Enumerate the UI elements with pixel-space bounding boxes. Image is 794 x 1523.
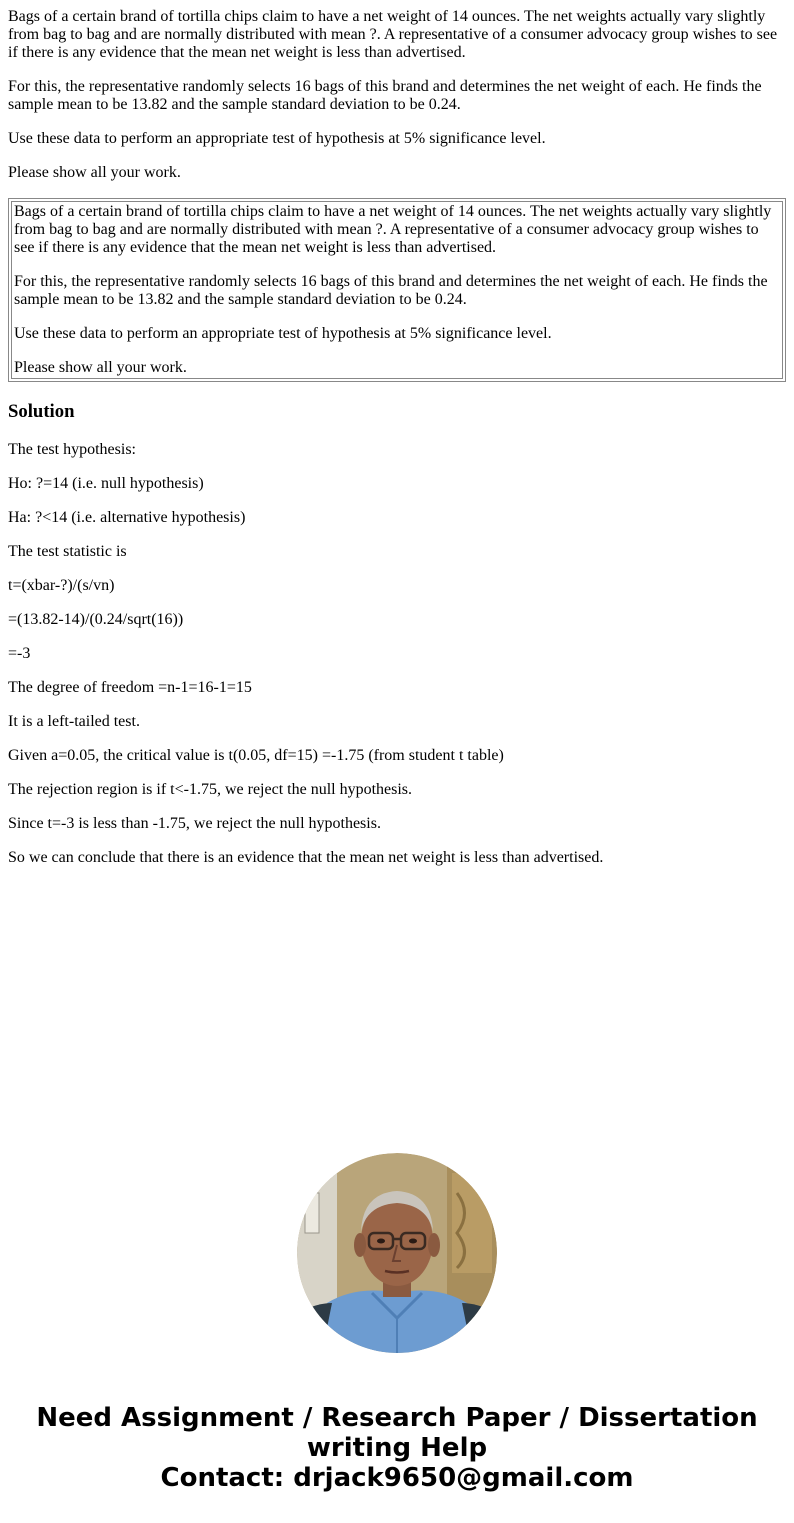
question-paragraph: Bags of a certain brand of tortilla chips claim to have a net weight of 14 ounces. The net weights actually vary slightly from bag to bag and are normally distributed with mean ?. A representative of a consumer advocacy group wishes to see if there is any evidence that the mean net weight is less than advertised. <box>8 8 778 61</box>
solution-line: Ha: ?<14 (i.e. alternative hypothesis) <box>8 509 246 526</box>
solution-line: Given a=0.05, the critical value is t(0.05, df=15) =-1.75 (from student t table) <box>8 747 504 764</box>
contact-email-line: Contact: drjack9650@gmail.com <box>160 1463 634 1493</box>
solution-line: Ho: ?=14 (i.e. null hypothesis) <box>8 475 204 492</box>
solution-line: The test statistic is <box>8 543 127 560</box>
solution-line: The test hypothesis: <box>8 441 136 458</box>
question-box-cell <box>11 201 783 379</box>
question-box-paragraph: Use these data to perform an appropriate test of hypothesis at 5% significance level. <box>14 325 552 342</box>
solution-line: The rejection region is if t<-1.75, we reject the null hypothesis. <box>8 781 413 798</box>
author-photo <box>297 1153 497 1353</box>
question-text <box>8 8 786 182</box>
solution-line: It is a left-tailed test. <box>8 713 140 730</box>
solution-heading: Solution <box>8 401 75 422</box>
document-body <box>8 8 786 883</box>
contact-banner <box>0 1403 794 1493</box>
banner-line: Need Assignment / Research Paper / Dissertation <box>36 1403 758 1433</box>
solution-line: =(13.82-14)/(0.24/sqrt(16)) <box>8 611 184 628</box>
question-paragraph: For this, the representative randomly selects 16 bags of this brand and determines the net weight of each. He finds the sample mean to be 13.82 and the sample standard deviation to be 0.24. <box>8 78 762 113</box>
question-paragraph: Please show all your work. <box>8 164 181 181</box>
question-box-paragraph: Please show all your work. <box>14 359 187 376</box>
solution-line: The degree of freedom =n-1=16-1=15 <box>8 679 252 696</box>
solution-body <box>8 441 786 867</box>
solution-line: t=(xbar-?)/(s/vn) <box>8 577 115 594</box>
solution-line: =-3 <box>8 645 31 662</box>
solution-line: Since t=-3 is less than -1.75, we reject the null hypothesis. <box>8 815 381 832</box>
question-paragraph: Use these data to perform an appropriate test of hypothesis at 5% significance level. <box>8 130 546 147</box>
question-box-paragraph: For this, the representative randomly selects 16 bags of this brand and determines the net weight of each. He finds the sample mean to be 13.82 and the sample standard deviation to be 0.24. <box>14 273 768 308</box>
solution-line: So we can conclude that there is an evidence that the mean net weight is less than advertised. <box>8 849 604 866</box>
author-portrait-image <box>297 1153 497 1353</box>
question-box-paragraph: Bags of a certain brand of tortilla chips claim to have a net weight of 14 ounces. The net weights actually vary slightly from bag to bag and are normally distributed with mean ?. A representative of a consumer advocacy group wishes to see if there is any evidence that the mean net weight is less than advertised. <box>14 203 772 256</box>
question-box <box>8 198 786 382</box>
banner-line: writing Help <box>306 1433 488 1463</box>
